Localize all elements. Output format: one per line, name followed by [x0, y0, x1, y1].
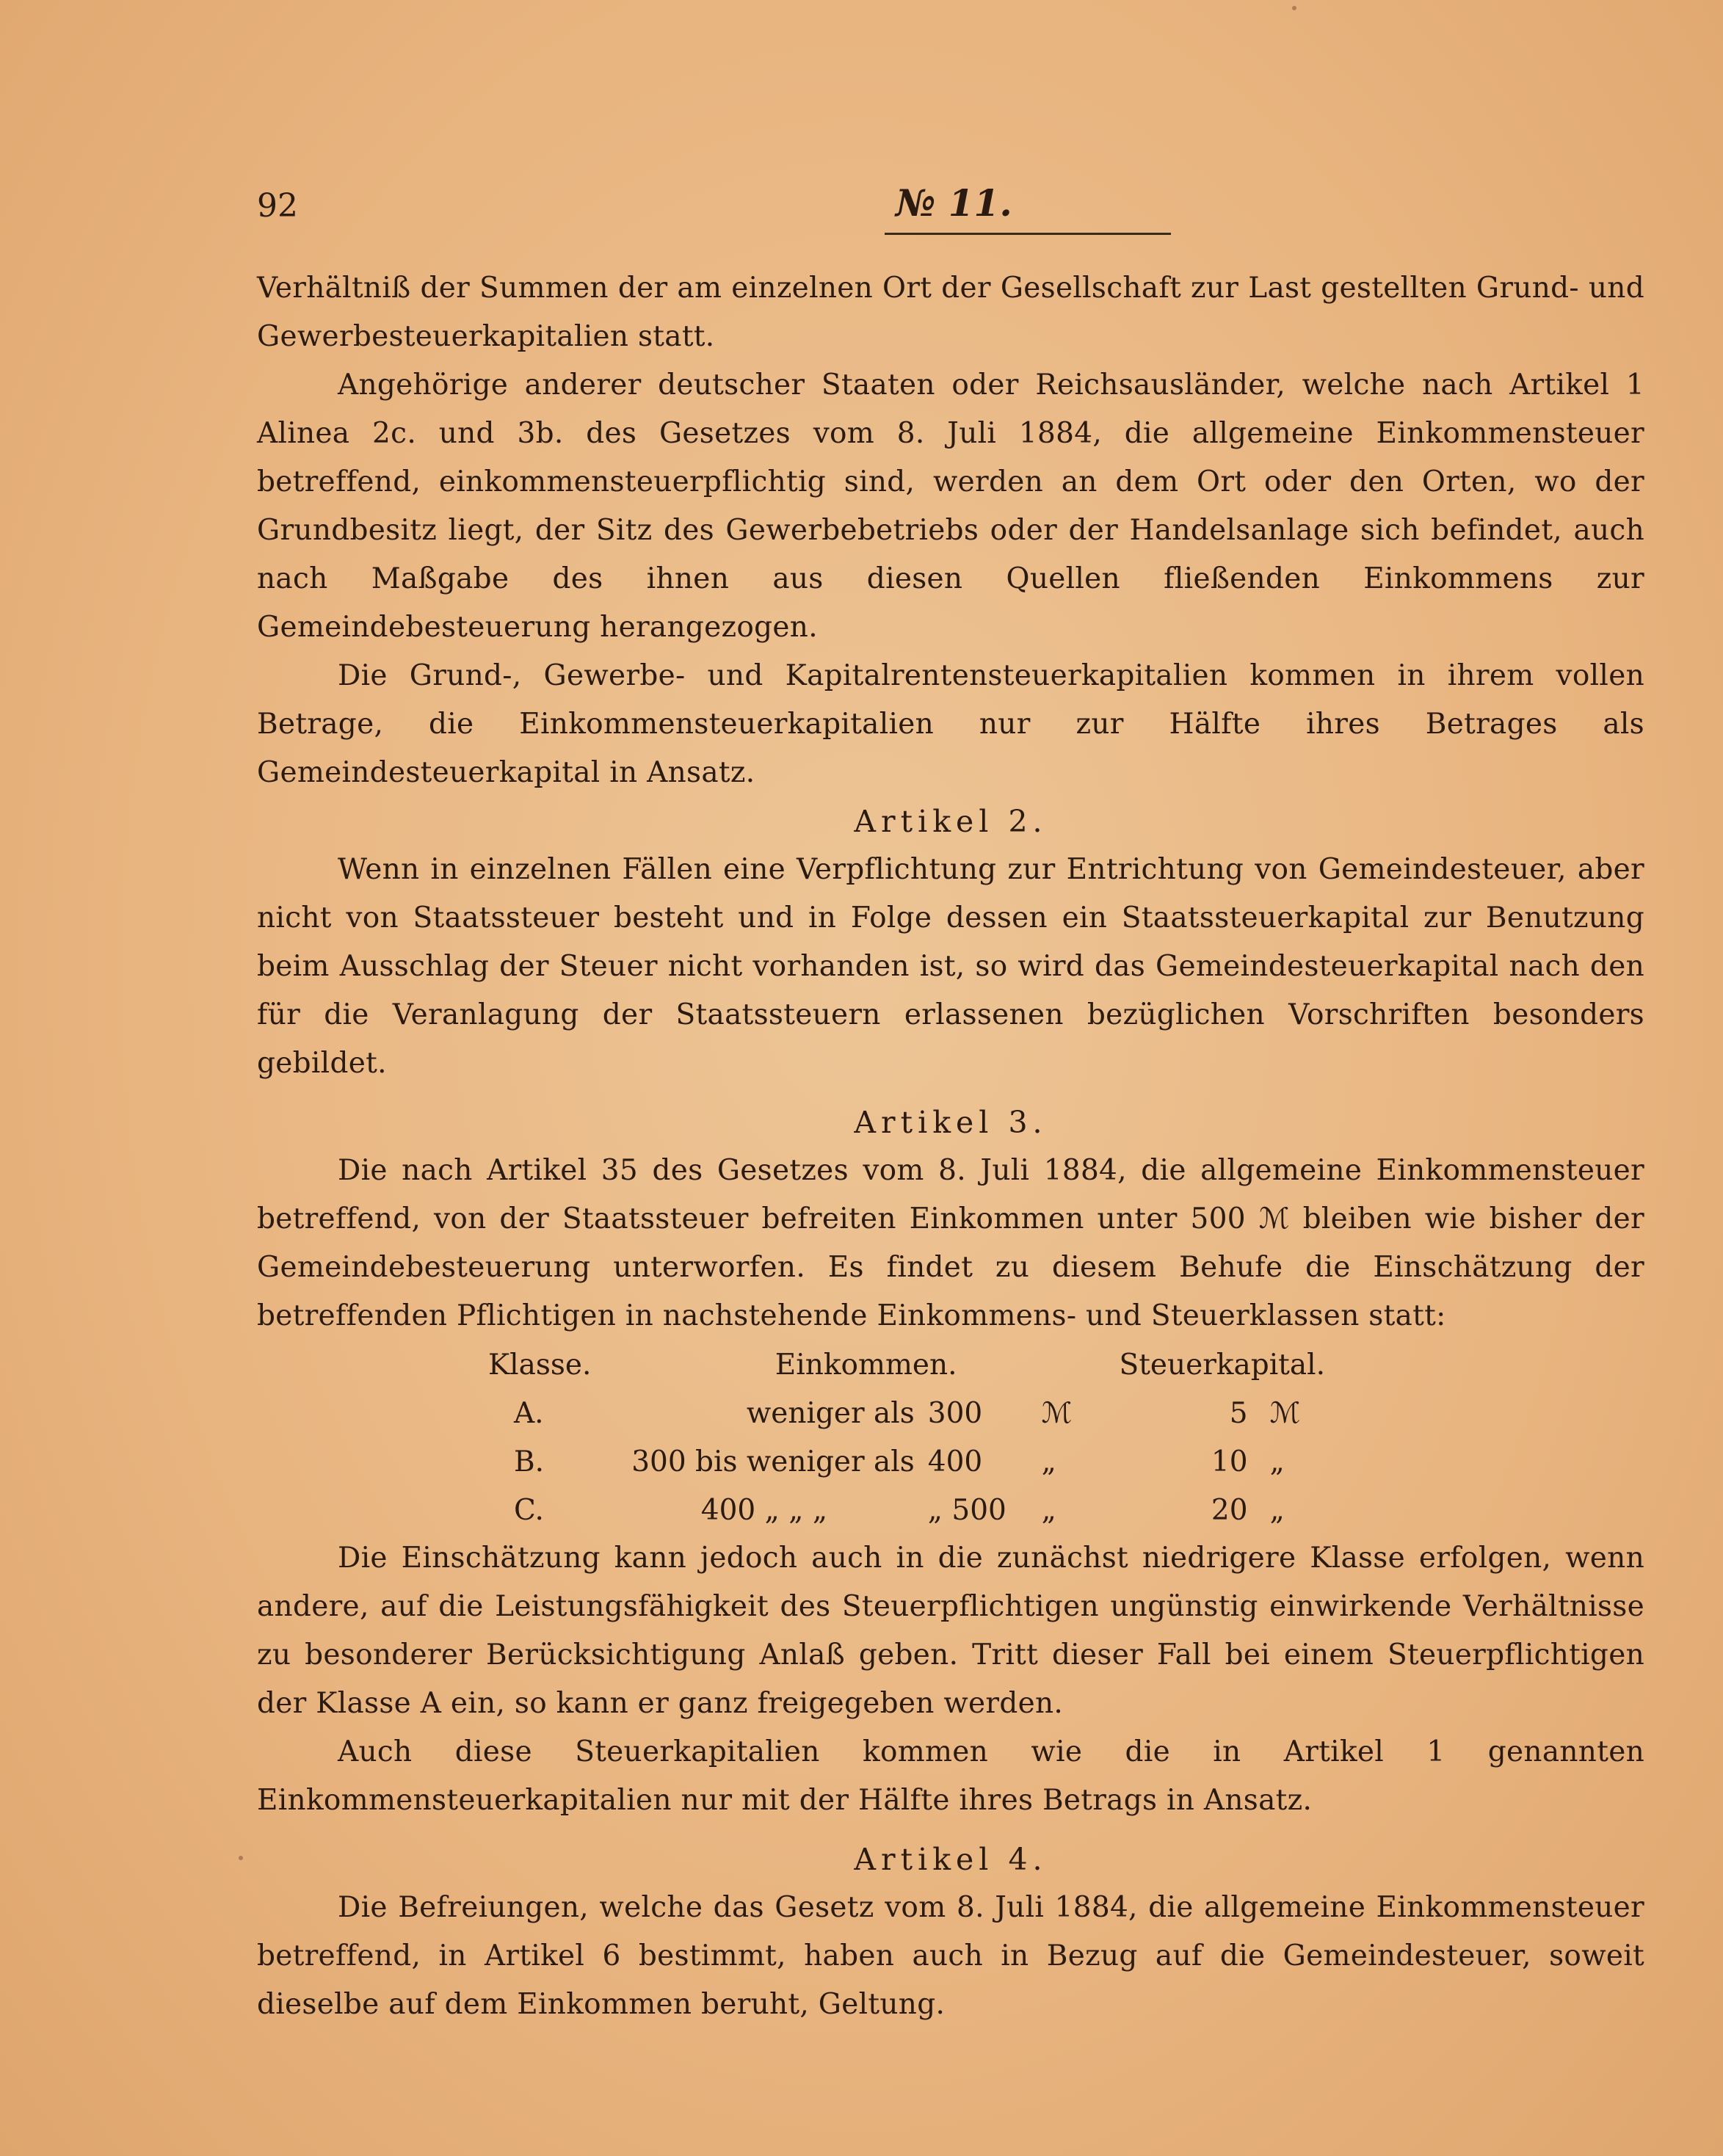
column-header-klasse: Klasse.: [488, 1348, 592, 1382]
article-heading: Artikel 3.: [854, 1105, 1048, 1140]
article-heading: Artikel 2.: [854, 804, 1048, 839]
cell-kapital: 20: [1211, 1493, 1248, 1527]
table-header-row: [488, 1340, 1347, 1389]
page-number: 92: [257, 187, 298, 225]
header-rule: [885, 233, 1171, 235]
cell-kapital: 5: [1229, 1396, 1248, 1430]
paragraph: Die nach Artikel 35 des Gesetzes vom 8. Juli 1884, die allgemeine Einkommensteuer betreffend, von der Staatssteuer befreiten Einkommen unter 500 ℳ bleiben wie bisher der Gemeindebesteuerung unterworfen. Es findet zu diesem Behufe die Einschätzung der betreffenden Pflichtigen in nachstehende Einkommens- und Steuerklassen statt:: [257, 1154, 1644, 1332]
page-body: [257, 264, 1644, 2029]
cell-kapital-unit: „: [1269, 1445, 1285, 1478]
cell-amount: 300: [927, 1396, 983, 1430]
paragraph: Angehörige anderer deutscher Staaten oder Reichsausländer, welche nach Artikel 1 Alinea 2c. und 3b. des Gesetzes vom 8. Juli 1884, die allgemeine Einkommensteuer betreffend, einkommensteuerpflichtig sind, werden an dem Ort oder den Orten, wo der Grundbesitz liegt, der Sitz des Gewerbebetriebs oder der Handelsanlage sich befindet, auch nach Maßgabe des ihnen aus diesen Quellen fließenden Einkommens zur Gemeindebesteuerung herangezogen.: [257, 369, 1644, 644]
paragraph-continuation: Verhältniß der Summen der am einzelnen Ort der Gesellschaft zur Last gestellten Grund- und Gewerbesteuerkapitalien statt.: [257, 272, 1644, 353]
cell-range: 400 „ „ „: [700, 1493, 828, 1527]
table-row: [488, 1437, 1347, 1486]
cell-range: weniger als: [746, 1396, 915, 1430]
spacer: [257, 1825, 1644, 1835]
cell-klasse: A.: [514, 1396, 544, 1430]
paper-smudge: [239, 1856, 243, 1860]
cell-klasse: C.: [514, 1493, 544, 1527]
cell-unit: ℳ: [1041, 1396, 1073, 1430]
paper-smudge: [1292, 6, 1296, 10]
cell-unit: „: [1041, 1445, 1056, 1478]
spacer: [257, 1088, 1644, 1098]
table-row: [488, 1389, 1347, 1437]
paragraph: Die Grund-, Gewerbe- und Kapitalrentensteuerkapitalien kommen in ihrem vollen Betrage, die Einkommensteuerkapitalien nur zur Hälfte ihres Betrages als Gemeindesteuerkapital in Ansatz.: [257, 659, 1644, 789]
paragraph: Auch diese Steuerkapitalien kommen wie die in Artikel 1 genannten Einkommensteuerkapitalien nur mit der Hälfte ihres Betrags in Ansatz.: [257, 1735, 1644, 1817]
column-header-steuerkapital: Steuerkapital.: [1119, 1348, 1325, 1382]
paragraph: Die Befreiungen, welche das Gesetz vom 8. Juli 1884, die allgemeine Einkommensteuer betreffend, in Artikel 6 bestimmt, haben auch in Bezug auf die Gemeindesteuer, soweit dieselbe auf dem Einkommen beruht, Geltung.: [257, 1891, 1644, 2021]
cell-unit: „: [1041, 1493, 1056, 1527]
column-header-einkommen: Einkommen.: [775, 1348, 957, 1382]
cell-klasse: B.: [514, 1445, 545, 1478]
cell-amount: 400: [927, 1445, 983, 1478]
table-row: [488, 1486, 1347, 1534]
journal-number: № 11.: [896, 181, 1012, 225]
tax-class-table: [488, 1340, 1347, 1534]
cell-range: 300 bis weniger als: [631, 1445, 915, 1478]
cell-kapital-unit: ℳ: [1269, 1396, 1301, 1430]
page-header: [257, 181, 1652, 239]
cell-amount: „ 500: [927, 1493, 1006, 1527]
paragraph: Wenn in einzelnen Fällen eine Verpflichtung zur Entrichtung von Gemeindesteuer, aber nicht von Staatssteuer besteht und in Folge dessen ein Staatssteuerkapital zur Benutzung beim Ausschlag der Steuer nicht vorhanden ist, so wird das Gemeindesteuerkapital nach den für die Veranlagung der Staatssteuern erlassenen bezüglichen Vorschriften besonders gebildet.: [257, 853, 1644, 1080]
cell-kapital-unit: „: [1269, 1493, 1285, 1527]
cell-kapital: 10: [1211, 1445, 1248, 1478]
article-heading: Artikel 4.: [854, 1842, 1048, 1877]
paragraph: Die Einschätzung kann jedoch auch in die zunächst niedrigere Klasse erfolgen, wenn andere, auf die Leistungsfähigkeit des Steuerpflichtigen ungünstig einwirkende Verhältnisse zu besonderer Berücksichtigung Anlaß geben. Tritt dieser Fall bei einem Steuerpflichtigen der Klasse A ein, so kann er ganz freigegeben werden.: [257, 1542, 1644, 1720]
